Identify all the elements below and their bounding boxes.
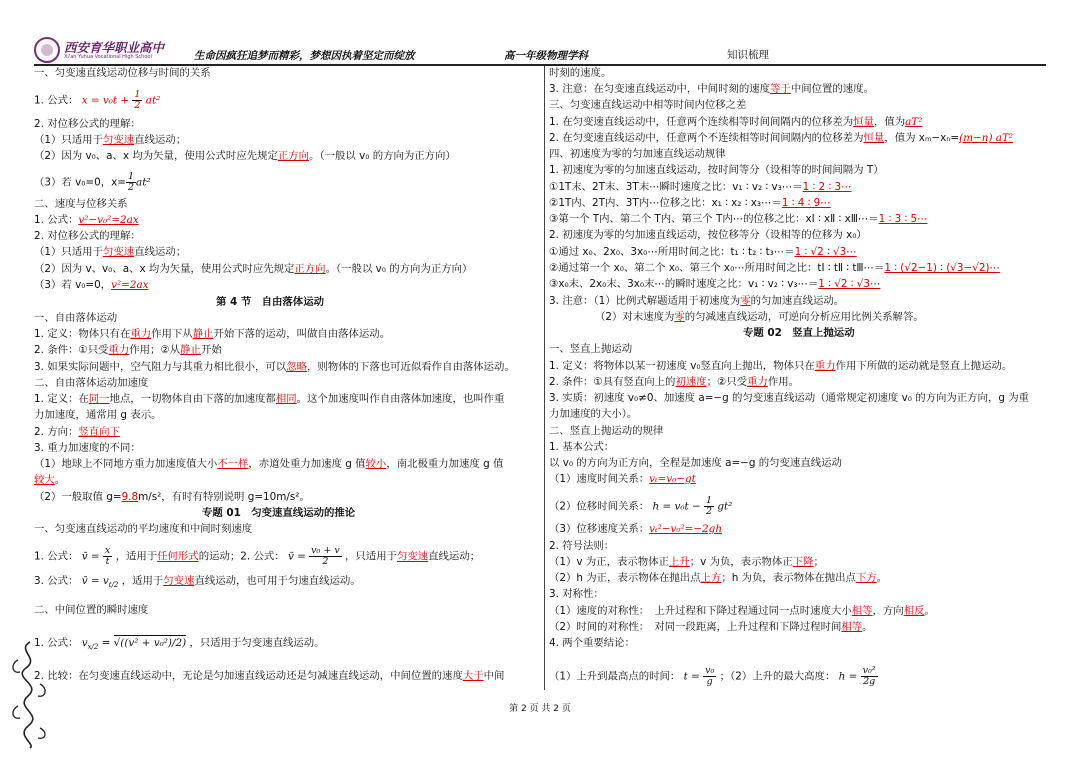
fraction-den: 2g	[863, 676, 876, 687]
fraction-den: t	[105, 556, 110, 567]
fraction-den: 2	[705, 506, 713, 517]
text-line	[34, 149, 456, 163]
text: 2. 比较：在匀变速直线运动中，无论是匀加速直线运动还是匀减速直线运动，中间位置的速度	[34, 670, 463, 682]
highlight: 1 ∶ 3 ∶ 5⋯	[878, 213, 928, 225]
text: ，值为	[873, 116, 906, 128]
text: （1）只适用于	[34, 246, 103, 258]
highlight: 较小	[365, 458, 387, 470]
text: （2）时间的对称性： 对同一段距离，上升过程和下降过程时间	[549, 621, 842, 633]
text: 作用。	[767, 376, 800, 388]
text: 3. 如果实际问题中，空气阻力与其重力相比很小，可以	[34, 361, 287, 373]
highlight: 不一样	[217, 458, 249, 470]
decorative-ornament-icon	[6, 640, 54, 750]
text-line: 2. 初速度为零的匀加速直线运动，按位移等分（设相等的位移为 x₀）	[549, 229, 867, 241]
text-line	[595, 310, 924, 324]
text-line	[34, 278, 149, 292]
formula-line	[34, 574, 361, 592]
text: 3. 公式：	[34, 575, 79, 587]
text: ①通过 x₀、2x₀、3x₀⋯所用时间之比：t₁ ∶ t₂ ∶ t₃⋯＝	[549, 246, 795, 258]
text: 直线运动，也可用于匀速直线运动。	[194, 575, 361, 587]
fraction	[703, 666, 716, 687]
highlight: vₜ²−v₀²=−2gh	[649, 523, 723, 535]
text: 1. 定义：物体只有在	[34, 328, 131, 340]
formula: at²	[136, 176, 151, 189]
fraction-num: 1	[134, 89, 141, 100]
text: ，值为 xₘ−xₙ=	[884, 132, 960, 144]
text-line: 1. 初速度为零的匀加速直线运动，按时间等分（设相等的时间间隔为 T）	[549, 164, 884, 176]
formula: h =	[838, 670, 858, 683]
highlight: 大于	[462, 670, 484, 682]
text-line	[34, 213, 139, 227]
formula-line	[34, 172, 151, 193]
text-line	[549, 82, 874, 96]
text-line: 时刻的速度。	[549, 67, 612, 79]
text: （2）因为 v、v₀、a、x 均为矢量，使用公式时应先规定	[34, 263, 295, 275]
formula: v̄ =	[287, 550, 306, 563]
highlight: 下降	[792, 556, 814, 568]
text-line	[549, 212, 928, 226]
text: ；②只受	[706, 376, 748, 388]
section-title: 专题 02 竖直上抛运动	[743, 327, 855, 339]
text-line: 力加速度，通常用 g 表示。	[34, 409, 162, 421]
highlight: 较大	[34, 474, 55, 486]
text: 1. 定义：将物体以某一初速度 v₀竖直向上抛出，物体只在	[549, 360, 815, 372]
text: 1. 公式：	[34, 637, 79, 649]
text: 作用；②从	[129, 344, 181, 356]
text-line	[549, 472, 696, 486]
text: （2）一般取值 g=	[34, 491, 122, 503]
text: 2. 条件：①只受	[34, 344, 109, 356]
text: ；	[813, 556, 824, 568]
fraction	[103, 546, 112, 567]
text-line	[34, 392, 504, 406]
formula: √((v² + v₀²)/2)	[113, 637, 187, 649]
highlight: 9.8	[121, 491, 139, 503]
highlight: 初速度	[675, 376, 707, 388]
text: ，赤道处重力加速度 g 值	[248, 458, 366, 470]
fraction-den: 2	[322, 556, 329, 567]
text-line: 2. 对位移公式的理解：	[34, 230, 141, 242]
highlight: 相等	[851, 605, 873, 617]
highlight: 1 ∶ √2 ∶ √3⋯	[794, 246, 857, 258]
heading: 四、初速度为零的匀加速直线运动规律	[549, 148, 726, 160]
text: ，南北极重力加速度 g 值	[386, 458, 504, 470]
highlight: 重力	[814, 360, 836, 372]
text: 2. 在匀变速直线运动中，任意两个不连续相等时间间隔内的位移差为	[549, 132, 864, 144]
text: 。（一般以 v₀ 的方向为正方向）	[325, 263, 473, 275]
school-name: 西安育华职业高中	[64, 40, 165, 55]
text: 开始下落的运动，叫做自由落体运动。	[213, 328, 391, 340]
highlight: 任何形式	[157, 550, 199, 563]
highlight: 重力	[130, 328, 152, 340]
highlight: 重力	[108, 344, 130, 356]
text: 。	[862, 621, 873, 633]
fraction-num: x	[104, 545, 111, 556]
text: 2. 方向：	[34, 426, 79, 438]
highlight: 静止	[180, 344, 201, 356]
text: （1）v 为正，表示物体正	[549, 556, 669, 568]
text-line: 2. 对位移公式的理解：	[34, 118, 141, 130]
text: 地点，一切物体自由下落的加速度都	[109, 393, 276, 405]
text: ②通过第一个 x₀、第二个 x₀、第三个 x₀⋯所用时间之比：tⅠ ∶ tⅡ ∶ tⅢ⋯＝	[549, 262, 885, 274]
highlight: 零	[740, 295, 751, 307]
highlight: 匀变速	[102, 246, 135, 258]
text-line	[34, 490, 310, 504]
heading: 一、自由落体运动	[34, 312, 118, 324]
highlight: 1 ∶ 4 ∶ 9⋯	[781, 197, 831, 209]
text: 作用下从	[151, 328, 193, 340]
text: （1）只适用于	[34, 134, 103, 146]
text-line	[549, 294, 844, 308]
header-grade-subject: 高一年级物理学科	[504, 50, 588, 62]
school-name-en: Xi'an Yuhua Vocational High School	[64, 54, 152, 60]
highlight: 零	[674, 311, 685, 323]
text-line	[34, 327, 390, 341]
heading: 二、竖直上抛运动的规律	[549, 425, 664, 437]
text-line	[549, 245, 857, 259]
highlight: 等于	[770, 83, 791, 95]
highlight: 正方向	[277, 150, 310, 162]
text: 直线运动；	[134, 246, 187, 258]
text: （1）速度时间关系：	[549, 473, 650, 485]
highlight: 重力	[747, 376, 768, 388]
text: （1）速度的对称性： 上升过程和下降过程通过同一点时速度大小	[549, 605, 852, 617]
text: ，只适用于匀变速直线运动。	[189, 637, 325, 649]
formula: at²	[145, 94, 161, 107]
header-topic: 知识梳理	[727, 49, 769, 61]
text-line: 3. 重力加速度的不同：	[34, 442, 141, 454]
heading: 三、匀变速直线运动中相等时间内位移之差	[549, 99, 747, 111]
highlight: 恒量	[853, 116, 874, 128]
text: 开始	[200, 344, 222, 356]
fraction	[126, 172, 136, 193]
formula: v̄ =	[81, 550, 100, 563]
text: =	[98, 637, 114, 649]
text: 。	[876, 572, 888, 584]
text: （2）位移时间关系：	[549, 500, 650, 513]
text: 。这个加速度叫作自由落体加速度，也叫作重	[296, 393, 505, 405]
fraction	[309, 546, 342, 567]
fraction-den: g	[706, 676, 713, 687]
fraction	[861, 666, 878, 687]
text: （3）若 v₀=0，	[34, 279, 112, 291]
column-divider	[544, 66, 545, 690]
fraction	[704, 496, 714, 517]
text-line: 3. 对称性：	[549, 588, 604, 600]
text-line	[549, 620, 873, 634]
formula-line	[549, 496, 732, 517]
formula-line	[34, 90, 160, 111]
formula: x = v₀t +	[81, 94, 133, 107]
text: 3. 注意：（1）比例式解题适用于初速度为	[549, 295, 741, 307]
highlight: 相反	[903, 605, 925, 617]
text: 2. 条件：①具有竖直向上的	[549, 376, 676, 388]
text-line	[34, 669, 504, 683]
highlight: 竖直向下	[78, 426, 120, 438]
highlight: 正方向	[294, 263, 326, 275]
text-line	[34, 133, 186, 147]
text: 作用下所做的运动就是竖直上抛运动。	[835, 360, 1013, 372]
text: ，只适用于	[345, 550, 397, 563]
highlight: 匀变速	[163, 575, 195, 587]
highlight: 下方	[855, 572, 877, 584]
text: 中间	[483, 670, 505, 682]
text: ③第一个 T内、第二个 T内、第三个 T内⋯的位移之比：xⅠ ∶ xⅡ ∶ xⅢ⋯＝	[549, 213, 879, 225]
highlight: 上方	[700, 572, 722, 584]
formula: gt²	[717, 500, 733, 513]
text-line	[549, 555, 824, 569]
text: 。（一般以 v₀ 的方向为正方向）	[309, 150, 456, 162]
text-line	[549, 131, 1013, 145]
fraction-num: v₀	[705, 665, 715, 676]
highlight: 同一	[88, 393, 110, 405]
text: 。	[54, 474, 66, 486]
text: 。	[924, 605, 935, 617]
formula-line	[34, 546, 480, 567]
text-line	[549, 375, 799, 389]
text: 3. 注意：在匀变速直线运动中，中间时刻的速度	[549, 83, 771, 95]
highlight: 上升	[668, 556, 690, 568]
fraction-num: v₀²	[862, 665, 876, 676]
text: 1. 公式：	[34, 550, 79, 563]
text-line	[549, 115, 922, 129]
text-line	[549, 261, 1000, 275]
text: m/s²，有时有特别说明 g=10m/s²。	[138, 491, 310, 503]
text: 直线运动；	[134, 134, 187, 146]
formula-subscript: x/2	[87, 643, 99, 652]
header-motto: 生命因疯狂追梦而精彩，梦想因执着坚定而绽放	[194, 50, 415, 62]
fraction-den: 2	[134, 100, 141, 111]
text: ，适用于	[115, 550, 158, 563]
fraction-num: v₀ + v	[311, 545, 340, 556]
heading: 二、速度与位移关系	[34, 198, 128, 210]
text: 1. 公式：	[34, 214, 79, 226]
highlight: 1 ∶ (√2−1) ∶ (√3−√2)⋯	[884, 262, 1000, 274]
text: ①1T末、2T末、3T末⋯瞬时速度之比：v₁ ∶ v₂ ∶ v₃⋯＝	[549, 181, 803, 193]
formula-subscript: t/2	[108, 581, 119, 590]
highlight: aT²	[905, 116, 923, 128]
heading: 一、匀变速直线运动的平均速度和中间时刻速度	[34, 523, 253, 535]
formula-line	[549, 666, 878, 687]
text: 的匀加速直线运动。	[750, 295, 845, 307]
formula: v	[81, 637, 88, 649]
text-line: 2. 符号法则：	[549, 540, 615, 552]
fraction	[132, 90, 142, 111]
text: ；（2）上升的最大高度：	[719, 670, 836, 683]
text: （2）因为 v₀、a、x 均为矢量，使用公式时应先规定	[34, 150, 278, 162]
text-line	[34, 473, 65, 487]
text-line	[34, 425, 120, 439]
text: （1）地球上不同地方重力加速度值大小	[34, 458, 218, 470]
heading: 一、竖直上抛运动	[549, 343, 633, 355]
text: 的运动；2. 公式：	[198, 550, 285, 563]
text-line	[549, 604, 935, 618]
page-footer: 第 2 页 共 2 页	[509, 704, 571, 714]
text-line	[34, 457, 503, 471]
text-line: 1. 基本公式：	[549, 441, 615, 453]
text: ；v 为负，表示物体正	[689, 556, 793, 568]
text-line	[34, 245, 186, 259]
text-line	[549, 196, 831, 210]
highlight: v²=2ax	[111, 279, 149, 291]
text-line: 以 v₀ 的方向为正方向，全程是加速度 a=−g 的匀变速直线运动	[549, 457, 842, 469]
text: ②1T内、2T内、3T内⋯位移之比：x₁ ∶ x₂ ∶ x₃⋯＝	[549, 197, 782, 209]
highlight: 静止	[192, 328, 214, 340]
fraction-den: 2	[127, 182, 135, 193]
text: 的匀减速直线运动，可逆向分析应用比例关系解答。	[684, 311, 924, 323]
section-title: 第 4 节 自由落体运动	[216, 296, 324, 308]
text: ，则物体的下落也可近似看作自由落体运动。	[306, 361, 515, 373]
text: （3）位移速度关系：	[549, 523, 650, 535]
text: ③x₀末、2x₀末、3x₀末⋯的瞬时速度之比：v₁ ∶ v₂ ∶ v₃⋯＝	[549, 278, 819, 290]
text-line	[549, 359, 1012, 373]
text: 1. 公式：	[34, 94, 79, 107]
heading: 一、匀变速直线运动位移与时间的关系	[34, 67, 211, 79]
highlight: v²−v₀²=2ax	[78, 214, 139, 226]
fraction-num: 1	[705, 495, 713, 506]
highlight: 匀变速	[396, 550, 429, 563]
text-line	[549, 571, 887, 585]
text: （3）若 v₀=0，x=	[34, 176, 126, 189]
formula: h = v₀t −	[652, 500, 704, 513]
text: ，适用于	[121, 575, 164, 587]
text-line	[549, 522, 722, 536]
text-line	[549, 180, 851, 194]
school-logo-icon	[34, 37, 60, 63]
heading: 二、中间位置的瞬时速度	[34, 604, 149, 616]
text-line	[549, 277, 880, 291]
text-line: 4. 两个重要结论：	[549, 637, 635, 649]
text-line: 力加速度的大小）。	[549, 408, 638, 420]
text: 直线运动；	[428, 550, 481, 563]
text-line	[34, 343, 222, 357]
text: （2）对末速度为	[595, 311, 675, 323]
heading: 二、自由落体运动加速度	[34, 377, 149, 389]
text: 1. 在匀变速直线运动中，任意两个连续相等时间间隔内的位移差为	[549, 116, 854, 128]
highlight: 相同	[275, 393, 297, 405]
highlight: 匀变速	[102, 134, 135, 146]
text: 中间位置的速度。	[790, 83, 874, 95]
fraction-num: 1	[127, 171, 135, 182]
highlight: 忽略	[286, 361, 307, 373]
formula: t =	[683, 670, 700, 683]
highlight: 1 ∶ √2 ∶ √3⋯	[818, 278, 881, 290]
text-line	[34, 360, 515, 374]
text: ；h 为负，表示物体在抛出点	[721, 572, 856, 584]
text-line: 3. 实质：初速度 v₀≠0、加速度 a=−g 的匀变速直线运动（通常规定初速度 v₀ 的方向为正方向，g 为重	[549, 392, 1030, 404]
text: （2）h 为正，表示物体在抛出点	[549, 572, 701, 584]
highlight: 相等	[841, 621, 863, 633]
page-header	[34, 38, 1046, 64]
text: 1. 定义：在	[34, 393, 89, 405]
formula-line	[34, 636, 325, 654]
highlight: 恒量	[863, 132, 885, 144]
text: （1）上升到最高点的时间：	[549, 670, 681, 683]
highlight: 1 ∶ 2 ∶ 3⋯	[802, 181, 852, 193]
section-title: 专题 01 匀变速直线运动的推论	[202, 507, 356, 519]
text: ，方向	[872, 605, 904, 617]
formula: v̄ = v	[81, 575, 109, 587]
highlight: vₜ=v₀−gt	[649, 473, 696, 485]
text-line	[34, 262, 472, 276]
highlight: (m−n) aT²	[959, 132, 1014, 144]
